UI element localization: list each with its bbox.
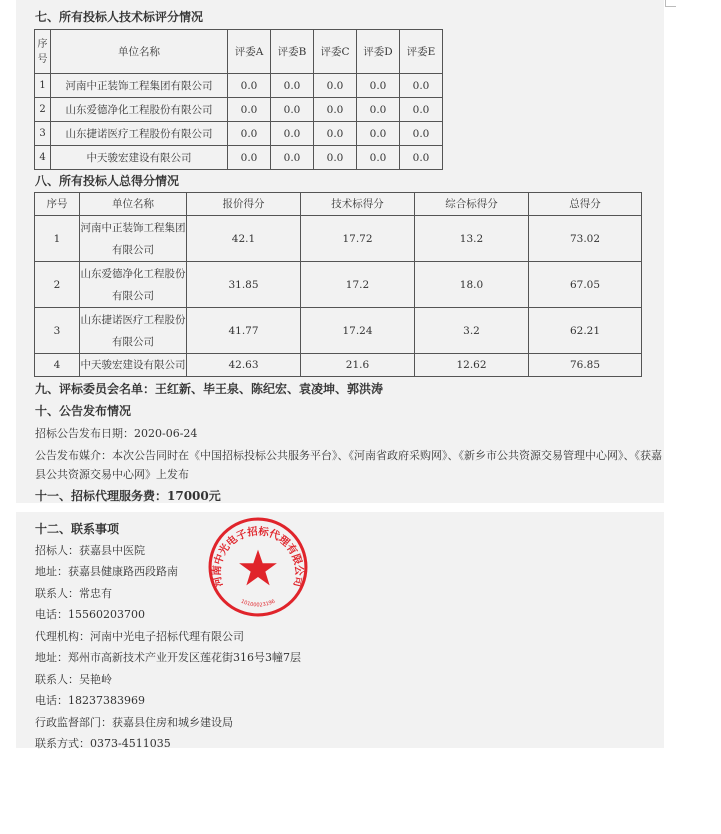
announcement-media-line1: 公告发布媒介：本次公告同时在《中国招标投标公共服务平台》、《河南省政府采购网》、《新乡市公共资源交易管理中心网》、《获嘉	[35, 449, 662, 462]
supervisor: 行政监督部门：获嘉县住房和城乡建设局	[35, 716, 233, 729]
row-company: 中天骏宏建设有限公司	[51, 146, 228, 170]
tenderer-phone: 电话：15560203700	[35, 608, 145, 621]
announcement-media-line2: 县公共资源交易中心网》上发布	[35, 468, 189, 481]
col-header-price-score: 报价得分	[187, 193, 301, 216]
row-seq: 4	[35, 354, 80, 377]
tech-score-table	[34, 29, 443, 170]
section10-title: 十、公告发布情况	[35, 404, 132, 418]
row-company: 山东爱德净化工程股份有限公司	[51, 98, 228, 122]
table-header-row	[35, 193, 642, 216]
section7-title: 七、所有投标人技术标评分情况	[35, 10, 204, 24]
row-price-score: 31.85	[187, 262, 301, 308]
row-judge-d: 0.0	[357, 146, 400, 170]
col-header-seq: 序号	[35, 30, 51, 74]
row-tech-score: 17.72	[301, 216, 415, 262]
row-seq: 4	[35, 146, 51, 170]
section8-title: 八、所有投标人总得分情况	[35, 174, 180, 188]
row-company: 河南中正装饰工程集团有限公司	[80, 216, 187, 262]
row-judge-d: 0.0	[357, 98, 400, 122]
table-header-row	[35, 30, 443, 74]
row-company: 山东捷诺医疗工程股份有限公司	[51, 122, 228, 146]
row-company: 山东爱德净化工程股份有限公司	[80, 262, 187, 308]
total-score-table	[34, 192, 642, 377]
row-judge-a: 0.0	[228, 74, 271, 98]
row-judge-a: 0.0	[228, 98, 271, 122]
agency-contact: 联系人：吴艳岭	[35, 673, 112, 686]
col-header-name: 单位名称	[51, 30, 228, 74]
row-seq: 3	[35, 122, 51, 146]
row-judge-b: 0.0	[271, 122, 314, 146]
contact-panel	[16, 512, 664, 748]
tenderer: 招标人：获嘉县中医院	[35, 544, 145, 557]
row-tech-score: 17.2	[301, 262, 415, 308]
col-header-tech-score: 技术标得分	[301, 193, 415, 216]
table-row	[35, 146, 443, 170]
row-composite-score: 13.2	[415, 216, 529, 262]
row-judge-b: 0.0	[271, 146, 314, 170]
row-tech-score: 17.24	[301, 308, 415, 354]
table-row	[35, 74, 443, 98]
row-composite-score: 12.62	[415, 354, 529, 377]
supervisor-contact: 联系方式：0373-4511035	[35, 737, 171, 750]
table-row	[35, 308, 642, 354]
table-row	[35, 354, 642, 377]
page-corner-mark-right	[665, 0, 676, 7]
seal-arc-text: 河南中光电子招标代理有限公司	[211, 525, 305, 588]
seal-code: 10100023196	[239, 598, 277, 609]
row-company: 河南中正装饰工程集团有限公司	[51, 74, 228, 98]
row-total-score: 73.02	[529, 216, 642, 262]
row-judge-b: 0.0	[271, 74, 314, 98]
row-composite-score: 18.0	[415, 262, 529, 308]
col-header-seq: 序号	[35, 193, 80, 216]
row-company: 中天骏宏建设有限公司	[80, 354, 187, 377]
row-seq: 2	[35, 98, 51, 122]
row-judge-c: 0.0	[314, 122, 357, 146]
row-seq: 1	[35, 216, 80, 262]
row-price-score: 41.77	[187, 308, 301, 354]
row-judge-e: 0.0	[400, 74, 443, 98]
col-header-total-score: 总得分	[529, 193, 642, 216]
col-header-judge-e: 评委E	[400, 30, 443, 74]
tenderer-address: 地址：获嘉县健康路西段路南	[35, 565, 178, 578]
table-row	[35, 122, 443, 146]
section11-fee: 十一、招标代理服务费：17000元	[35, 489, 221, 503]
row-judge-e: 0.0	[400, 146, 443, 170]
row-judge-d: 0.0	[357, 122, 400, 146]
row-price-score: 42.63	[187, 354, 301, 377]
row-judge-d: 0.0	[357, 74, 400, 98]
row-total-score: 62.21	[529, 308, 642, 354]
row-total-score: 76.85	[529, 354, 642, 377]
row-judge-e: 0.0	[400, 98, 443, 122]
col-header-composite-score: 综合标得分	[415, 193, 529, 216]
row-price-score: 42.1	[187, 216, 301, 262]
col-header-judge-a: 评委A	[228, 30, 271, 74]
row-judge-c: 0.0	[314, 74, 357, 98]
row-seq: 1	[35, 74, 51, 98]
tenderer-contact: 联系人：常忠有	[35, 587, 112, 600]
row-composite-score: 3.2	[415, 308, 529, 354]
row-judge-a: 0.0	[228, 122, 271, 146]
row-tech-score: 21.6	[301, 354, 415, 377]
announcement-date: 招标公告发布日期：2020-06-24	[35, 427, 198, 440]
row-seq: 2	[35, 262, 80, 308]
col-header-name: 单位名称	[80, 193, 187, 216]
row-judge-a: 0.0	[228, 146, 271, 170]
row-company: 山东捷诺医疗工程股份有限公司	[80, 308, 187, 354]
agency-phone: 电话：18237383969	[35, 694, 145, 707]
row-judge-b: 0.0	[271, 98, 314, 122]
row-judge-e: 0.0	[400, 122, 443, 146]
row-seq: 3	[35, 308, 80, 354]
col-header-judge-b: 评委B	[271, 30, 314, 74]
col-header-judge-d: 评委D	[357, 30, 400, 74]
section12-title: 十二、联系事项	[35, 522, 120, 536]
agency-address: 地址：郑州市高新技术产业开发区莲花街316号3幢7层	[35, 651, 301, 664]
agency: 代理机构：河南中光电子招标代理有限公司	[35, 630, 244, 643]
results-panel	[16, 0, 664, 503]
col-header-judge-c: 评委C	[314, 30, 357, 74]
section9-committee: 九、评标委员会名单：王红新、毕王泉、陈纪宏、袁凌坤、郭洪涛	[35, 382, 384, 396]
row-judge-c: 0.0	[314, 146, 357, 170]
seal-star-icon	[239, 550, 277, 586]
table-row	[35, 262, 642, 308]
table-row	[35, 98, 443, 122]
company-seal-stamp	[207, 516, 309, 618]
row-total-score: 67.05	[529, 262, 642, 308]
row-judge-c: 0.0	[314, 98, 357, 122]
table-row	[35, 216, 642, 262]
